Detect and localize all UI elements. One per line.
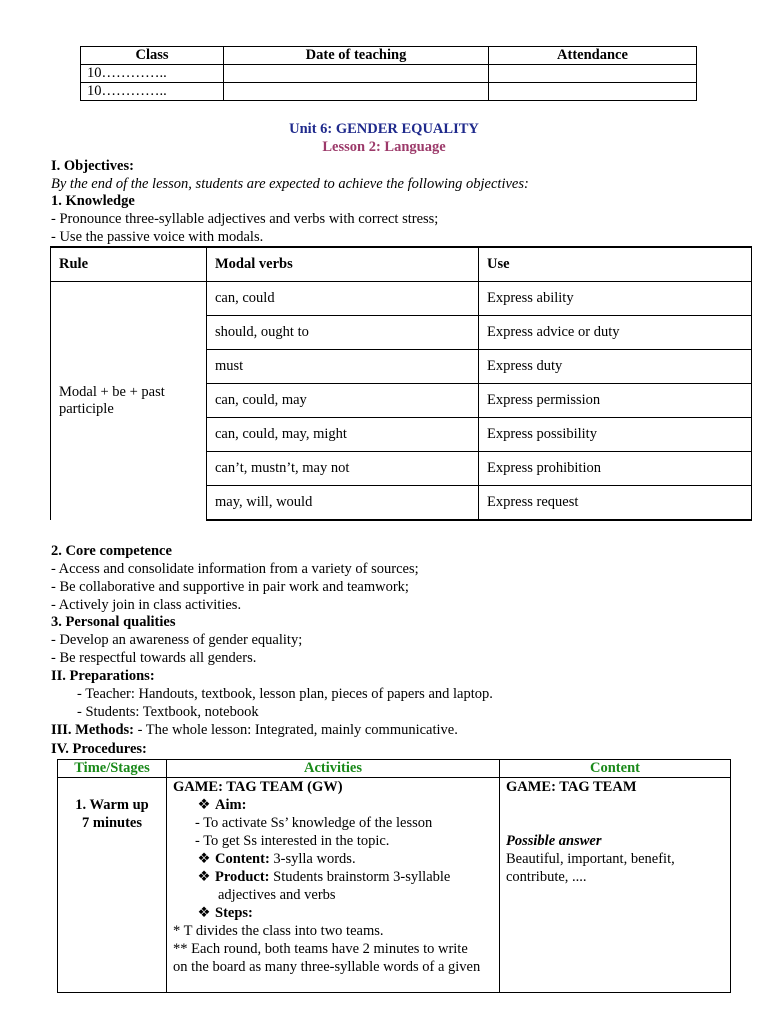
knowledge-heading: 1. Knowledge — [51, 193, 135, 209]
modal-cell: can’t, mustn’t, may not — [207, 452, 479, 486]
core-item: - Actively join in class activities. — [51, 597, 242, 613]
step-item: * T divides the class into two teams. — [173, 923, 384, 939]
knowledge-item: - Pronounce three-syllable adjectives and verbs with correct stress; — [51, 211, 439, 227]
rule-header: Rule — [51, 247, 207, 282]
use-cell: Express possibility — [479, 418, 752, 452]
core-item: - Access and consolidate information from a variety of sources; — [51, 561, 419, 577]
possible-answer-label: Possible answer — [506, 833, 602, 849]
step-item: ** Each round, both teams have 2 minutes to write — [173, 941, 468, 957]
content-row: ❖ Content: 3-sylla words. — [173, 850, 493, 868]
attendance-cell — [489, 83, 697, 101]
class-cell: 10………….. — [81, 65, 224, 83]
use-cell: Express duty — [479, 350, 752, 384]
use-cell: Express ability — [479, 282, 752, 316]
objectives-heading: I. Objectives: — [51, 158, 134, 174]
stage-name: 1. Warm up — [75, 797, 149, 813]
product-text: adjectives and verbs — [218, 887, 336, 903]
diamond-bullet-icon: ❖ — [197, 869, 211, 885]
use-cell: Express request — [479, 486, 752, 521]
preparations-heading: II. Preparations: — [51, 668, 155, 684]
modal-cell: must — [207, 350, 479, 384]
date-cell — [224, 65, 489, 83]
methods-line: III. Methods: - The whole lesson: Integrated, mainly communicative. — [51, 722, 458, 738]
use-cell: Express permission — [479, 384, 752, 418]
core-heading: 2. Core competence — [51, 543, 172, 559]
modal-cell: can, could, may — [207, 384, 479, 418]
content-header: Content — [500, 760, 731, 778]
activity-title: GAME: TAG TEAM (GW) — [173, 779, 343, 795]
modal-cell: can, could, may, might — [207, 418, 479, 452]
modal-verbs-table — [50, 246, 752, 521]
preparations-item: - Teacher: Handouts, textbook, lesson plan, pieces of papers and laptop. — [77, 686, 493, 702]
attendance-header: Attendance — [489, 47, 697, 65]
content-title: GAME: TAG TEAM — [506, 779, 637, 795]
step-item: on the board as many three-syllable words of a given — [173, 959, 481, 975]
steps-row: ❖ Steps: — [173, 904, 493, 922]
activities-cell — [167, 778, 500, 993]
attendance-cell — [489, 65, 697, 83]
stage-cell — [58, 778, 167, 993]
personal-heading: 3. Personal qualities — [51, 614, 176, 630]
time-stages-header: Time/Stages — [58, 760, 167, 778]
diamond-bullet-icon: ❖ — [197, 905, 211, 921]
preparations-item: - Students: Textbook, notebook — [77, 704, 259, 720]
aim-item: - To get Ss interested in the topic. — [195, 833, 390, 849]
modal-cell: may, will, would — [207, 486, 479, 521]
content-cell — [500, 778, 731, 993]
objectives-intro: By the end of the lesson, students are expected to achieve the following objectives: — [51, 176, 529, 192]
personal-item: - Develop an awareness of gender equality; — [51, 632, 303, 648]
rule-cell: Modal + be + past participle — [51, 282, 207, 521]
lesson-title: Lesson 2: Language — [322, 139, 446, 155]
aim-row: ❖ Aim: — [173, 796, 493, 814]
modal-header: Modal verbs — [207, 247, 479, 282]
knowledge-item: - Use the passive voice with modals. — [51, 229, 264, 245]
use-cell: Express advice or duty — [479, 316, 752, 350]
procedures-table — [57, 759, 731, 993]
core-item: - Be collaborative and supportive in pair work and teamwork; — [51, 579, 409, 595]
date-header: Date of teaching — [224, 47, 489, 65]
class-table — [80, 46, 697, 101]
date-cell — [224, 83, 489, 101]
activities-header: Activities — [167, 760, 500, 778]
use-header: Use — [479, 247, 752, 282]
diamond-bullet-icon: ❖ — [197, 851, 211, 867]
product-row: ❖ Product: Students brainstorm 3-syllable — [173, 868, 493, 886]
diamond-bullet-icon: ❖ — [197, 797, 211, 813]
class-cell: 10………….. — [81, 83, 224, 101]
unit-title: Unit 6: GENDER EQUALITY — [289, 121, 479, 137]
possible-answer-text: Beautiful, important, benefit, contribute, .... — [506, 851, 675, 885]
modal-cell: should, ought to — [207, 316, 479, 350]
use-cell: Express prohibition — [479, 452, 752, 486]
procedures-heading: IV. Procedures: — [51, 741, 147, 757]
modal-cell: can, could — [207, 282, 479, 316]
personal-item: - Be respectful towards all genders. — [51, 650, 257, 666]
stage-time: 7 minutes — [81, 815, 143, 831]
class-header: Class — [81, 47, 224, 65]
aim-item: - To activate Ss’ knowledge of the lesson — [195, 815, 433, 831]
